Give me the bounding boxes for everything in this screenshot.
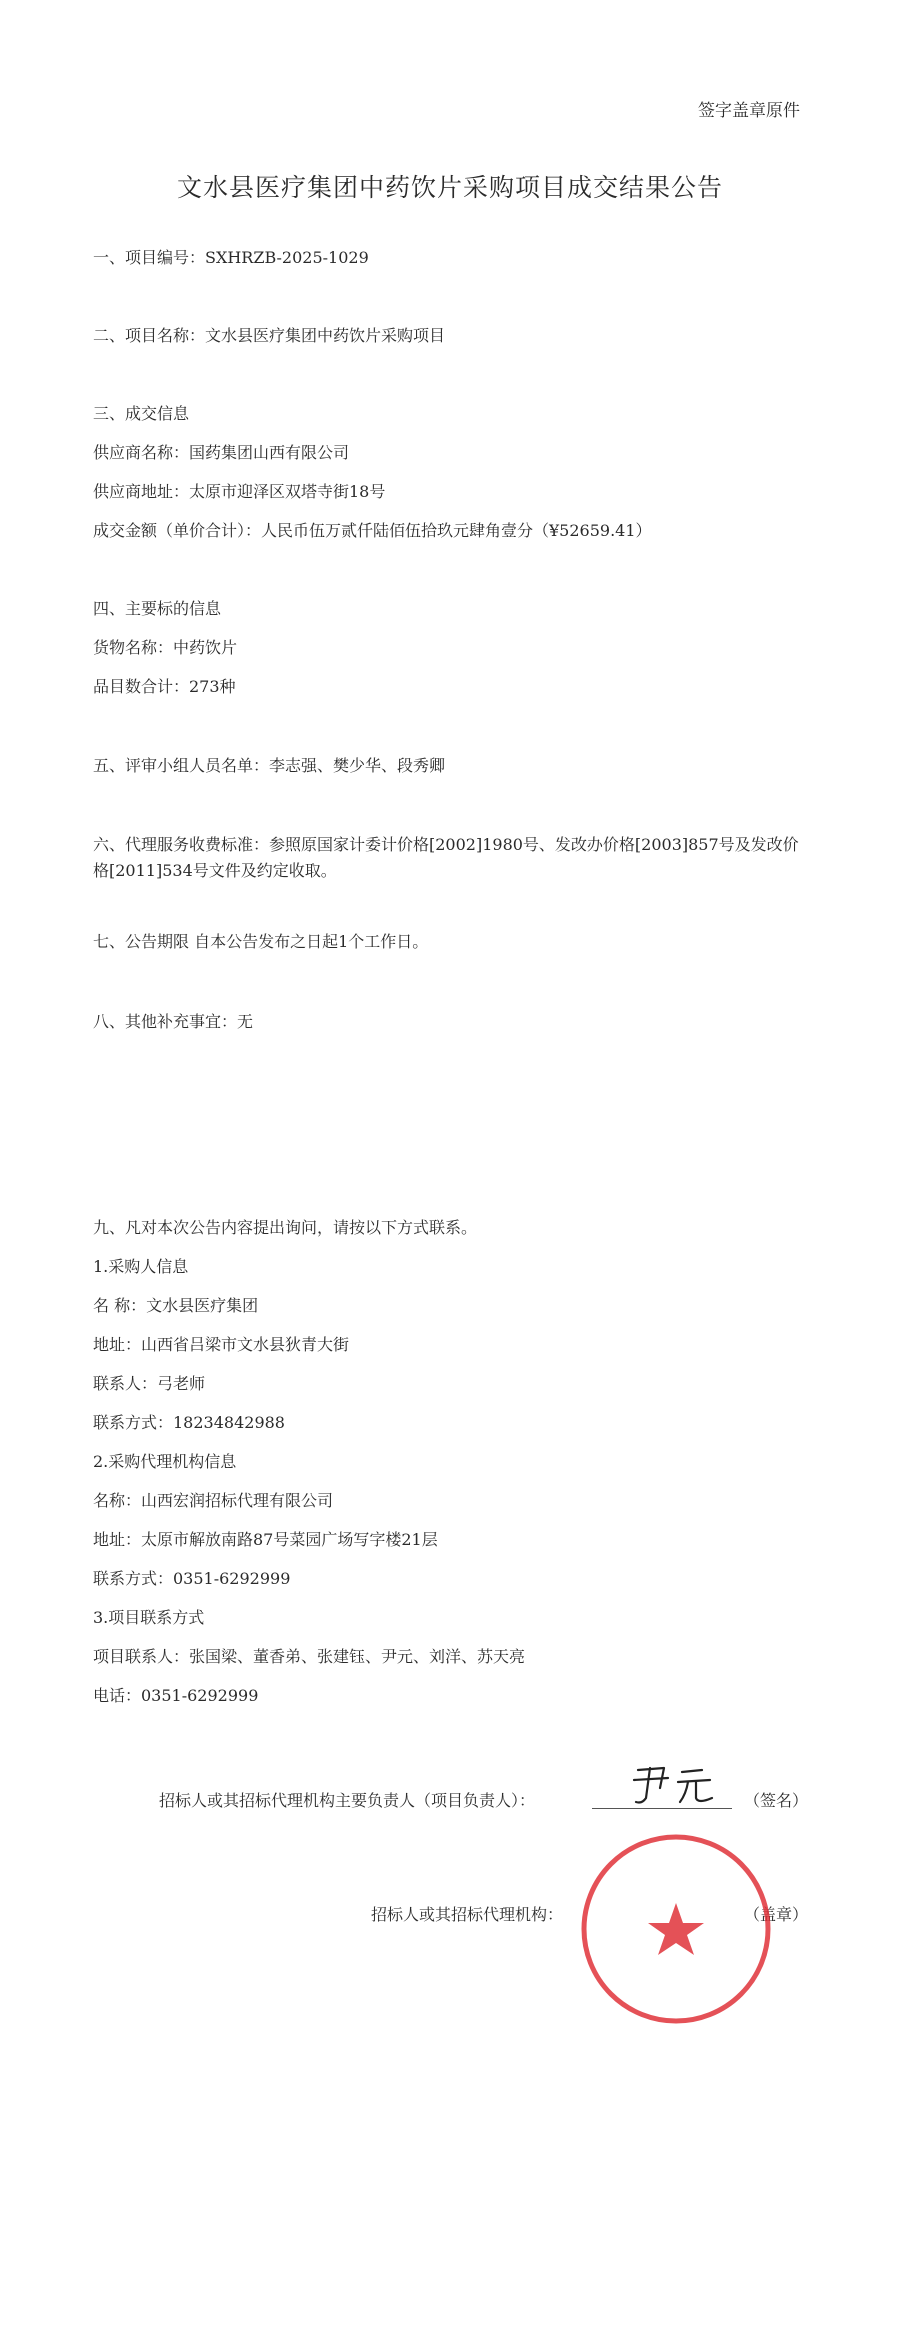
org-seal-label: 招标人或其招标代理机构：	[371, 1905, 564, 1924]
leader-signature-suffix: （签名）	[744, 1791, 809, 1810]
project-contact-heading: 3.项目联系方式	[93, 1608, 205, 1627]
subject-heading: 四、主要标的信息	[93, 599, 222, 618]
contact-heading: 九、凡对本次公告内容提出询问，请按以下方式联系。	[93, 1218, 478, 1237]
item-count: 品目数合计：273种	[93, 677, 236, 696]
fee-standard: 六、代理服务收费标准：参照原国家计委计价格[2002]1980号、发改办价格[2003]857号及发改价格[2011]534号文件及约定收取。	[93, 835, 799, 880]
deal-amount: 成交金额（单价合计）：人民币伍万贰仟陆佰伍拾玖元肆角壹分（¥52659.41）	[93, 521, 652, 540]
agency-heading: 2.采购代理机构信息	[93, 1452, 237, 1471]
reviewers: 五、评审小组人员名单：李志强、樊少华、段秀卿	[93, 756, 446, 775]
purchaser-address: 地址：山西省吕梁市文水县狄青大街	[93, 1335, 350, 1354]
purchaser-heading: 1.采购人信息	[93, 1257, 189, 1276]
project-number: 一、项目编号：SXHRZB-2025-1029	[93, 248, 369, 267]
leader-signature-label: 招标人或其招标代理机构主要负责人（项目负责人）：	[159, 1791, 536, 1810]
handwritten-signature	[628, 1758, 724, 1808]
document-title: 文水县医疗集团中药饮片采购项目成交结果公告	[176, 173, 723, 202]
agency-phone: 联系方式：0351-6292999	[93, 1569, 291, 1588]
supplier-address: 供应商地址：太原市迎泽区双塔寺街18号	[93, 482, 386, 501]
supplier-name: 供应商名称：国药集团山西有限公司	[93, 443, 350, 462]
deal-info-heading: 三、成交信息	[93, 404, 190, 423]
sign-underline	[592, 1808, 732, 1809]
notice-period: 七、公告期限 自本公告发布之日起1个工作日。	[93, 932, 429, 951]
agency-address: 地址：太原市解放南路87号菜园广场写字楼21层	[93, 1530, 438, 1549]
purchaser-contact-person: 联系人：弓老师	[93, 1374, 206, 1393]
project-phone: 电话：0351-6292999	[93, 1686, 259, 1705]
company-seal	[578, 1831, 774, 2027]
goods-name: 货物名称：中药饮片	[93, 638, 238, 657]
project-contact-persons: 项目联系人：张国梁、董香弟、张建钰、尹元、刘洋、苏天亮	[93, 1647, 526, 1666]
agency-name: 名称：山西宏润招标代理有限公司	[93, 1491, 334, 1510]
purchaser-name: 名 称：文水县医疗集团	[93, 1296, 259, 1315]
purchaser-phone: 联系方式：18234842988	[93, 1413, 285, 1432]
original-mark: 签字盖章原件	[698, 101, 800, 121]
project-name: 二、项目名称：文水县医疗集团中药饮片采购项目	[93, 326, 446, 345]
other-matters: 八、其他补充事宜：无	[93, 1012, 254, 1031]
org-seal-suffix: （盖章）	[744, 1905, 809, 1924]
